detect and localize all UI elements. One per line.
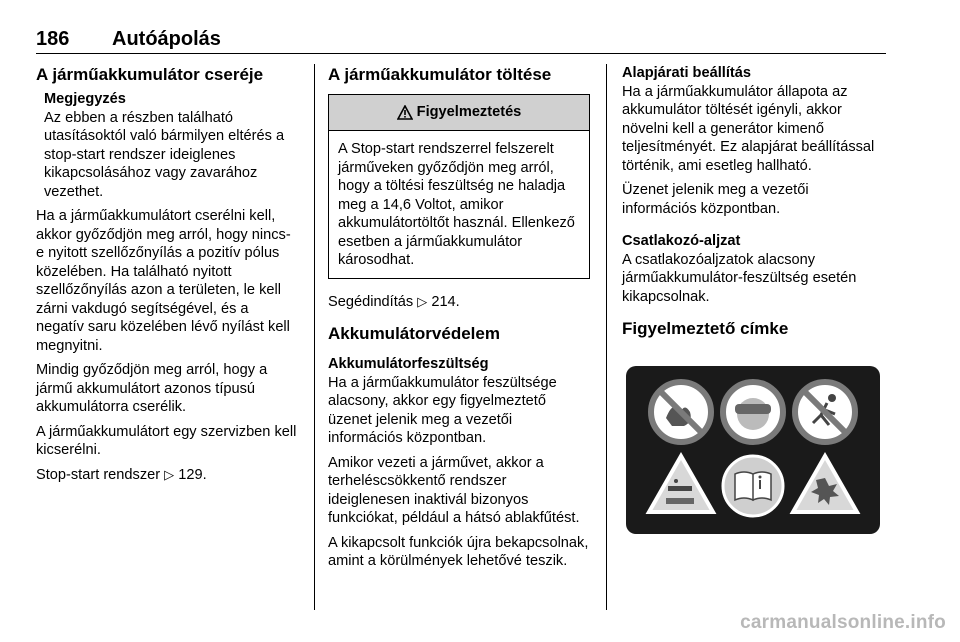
subsection-title-battery-voltage: Akkumulátorfeszültség bbox=[328, 356, 489, 372]
column-divider-1 bbox=[314, 64, 315, 610]
xref-arrow-icon: ▷ bbox=[164, 466, 175, 482]
cross-reference-paragraph bbox=[36, 466, 298, 485]
paragraph: A járműakkumulátort egy szervizben kell kicserélni. bbox=[36, 423, 297, 458]
warning-triangle-icon bbox=[397, 105, 413, 120]
note-text: Az ebben a részben található utasításoktól való bármilyen eltérés a stop-start rendszer ideiglenes kikapcsolásához vagy zavarához vezethet. bbox=[44, 109, 285, 200]
xref-text: Stop-start rendszer bbox=[36, 466, 161, 483]
xref-arrow-icon: ▷ bbox=[417, 293, 428, 309]
paragraph: Ha a járműakkumulátor feszültsége alacsony, akkor egy figyelmeztető üzenet jelenik meg a vezetői információs központban. bbox=[328, 374, 557, 446]
column-1 bbox=[36, 64, 298, 490]
section-title-battery-charging: A járműakkumulátor töltése bbox=[328, 65, 552, 84]
column-3 bbox=[622, 64, 884, 546]
no-fire-smoking-icon bbox=[651, 382, 711, 442]
keep-children-away-icon bbox=[795, 382, 855, 442]
warning-header bbox=[329, 95, 589, 131]
column-2 bbox=[328, 64, 590, 577]
warning-label-image bbox=[622, 350, 884, 546]
paragraph: A kikapcsolt funkciók újra bekapcsolnak, amint a körülmények lehetővé teszik. bbox=[328, 534, 589, 569]
note-block bbox=[36, 90, 298, 201]
subsection-title-idle-adjustment: Alapjárati beállítás bbox=[622, 65, 751, 81]
read-manual-icon bbox=[723, 456, 783, 516]
cross-reference-paragraph bbox=[328, 293, 590, 312]
page-number: 186 bbox=[36, 28, 70, 50]
chapter-title: Autóápolás bbox=[112, 28, 221, 50]
watermark: carmanualsonline.info bbox=[740, 612, 946, 633]
paragraph: Ha a járműakkumulátort cserélni kell, akkor győződjön meg arról, hogy nincs-e nyitott szellőzőnyílás a pozitív pólus közelében. Ha található nyitott szellőzőnyílás azon a területen, le kell zárni vakdugó segítségével, és a negatív saru közelében lévő nyílást kell megnyitni. bbox=[36, 208, 291, 354]
section-title-battery-replacement: A járműakkumulátor cseréje bbox=[36, 65, 264, 84]
xref-page-link[interactable]: 129. bbox=[178, 466, 207, 483]
xref-text: Segédindítás bbox=[328, 293, 414, 310]
paragraph: Mindig győződjön meg arról, hogy a jármű akkumulátort azonos típusú akkumulátorra cserélik. bbox=[36, 362, 268, 415]
warning-text: A Stop-start rendszerrel felszerelt járműveken győződjön meg arról, hogy a töltési feszültség ne haladja meg a 14,6 Voltot, amikor akkumulátortöltőt használ. Ellenkező esetben a járműakkumulátor károsodhat. bbox=[338, 141, 575, 268]
column-divider-2 bbox=[606, 64, 607, 610]
section-title-warning-label: Figyelmeztető címke bbox=[622, 319, 789, 338]
paragraph: Üzenet jelenik meg a vezetői információs központban. bbox=[622, 182, 809, 217]
paragraph: Amikor vezeti a járművet, akkor a terheléscsökkentő rendszer ideiglenesen inaktivál bizonyos funkciókat, például a hátsó ablakfűtést. bbox=[328, 454, 580, 526]
eye-protection-icon bbox=[723, 382, 783, 442]
xref-page-link[interactable]: 214. bbox=[431, 293, 460, 310]
warning-title: Figyelmeztetés bbox=[416, 104, 522, 121]
section-title-battery-protection: Akkumulátorvédelem bbox=[328, 324, 500, 343]
paragraph: A csatlakozóaljzatok alacsony járműakkumulátor-feszültség esetén kikapcsolnak. bbox=[622, 251, 857, 305]
page-header bbox=[36, 28, 886, 54]
note-title: Megjegyzés bbox=[44, 91, 126, 107]
warning-box bbox=[328, 94, 590, 279]
subsection-title-power-outlet: Csatlakozó-aljzat bbox=[622, 233, 741, 249]
paragraph: Ha a járműakkumulátor állapota az akkumulátor töltését igényli, akkor növelni kell a generátor kimenő teljesítményét. Ez alapjárat beállítással történik, ami esetleg hallható. bbox=[622, 83, 875, 174]
